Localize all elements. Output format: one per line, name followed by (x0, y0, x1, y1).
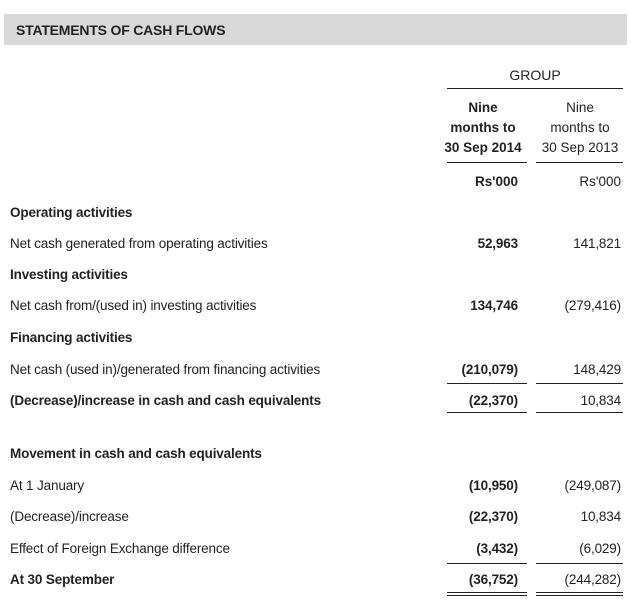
subtotal-rule-2014 (447, 383, 527, 384)
title-bar (4, 14, 627, 45)
total-rule-2014 (447, 412, 527, 413)
group-underline (447, 88, 623, 89)
double-rule-bottom-2013 (536, 595, 623, 596)
column-header-2013-line2: months to (550, 120, 610, 135)
total-rule-2013 (536, 412, 623, 413)
closing-rule-2013 (536, 563, 623, 564)
double-rule-top-2013 (536, 592, 623, 593)
row-value-financing-2014: (210,079) (461, 362, 518, 377)
subtotal-rule-2013 (536, 383, 623, 384)
unit-2013: Rs'000 (579, 174, 621, 189)
row-label-decrease-increase: (Decrease)/increase (10, 509, 129, 524)
row-value-fx-difference-2013: (6,029) (579, 541, 621, 556)
row-value-at-1-january-2014: (10,950) (468, 478, 518, 493)
section-heading-movement: Movement in cash and cash equivalents (10, 446, 262, 461)
column-header-2013-line3: 30 Sep 2013 (541, 140, 619, 155)
column-header-2014 (440, 98, 526, 158)
row-value-investing-2013: (279,416) (564, 298, 621, 313)
closing-rule-2014 (447, 563, 527, 564)
row-label-fx-difference: Effect of Foreign Exchange difference (10, 541, 230, 556)
page-title: STATEMENTS OF CASH FLOWS (16, 22, 226, 38)
double-rule-top-2014 (447, 592, 527, 593)
column-header-2014-line2: months to (450, 120, 516, 135)
column-header-2014-line3: 30 Sep 2014 (444, 140, 522, 155)
column-header-2014-line1: Nine (468, 100, 498, 115)
column-header-2013-line1: Nine (566, 100, 594, 115)
row-label-investing-net: Net cash from/(used in) investing activities (10, 298, 257, 313)
section-heading-financing: Financing activities (10, 330, 133, 345)
column-header-2014-underline (447, 162, 527, 163)
row-value-at-30-september-2014: (36,752) (468, 572, 518, 587)
section-heading-investing: Investing activities (10, 267, 128, 282)
row-value-operating-2014: 52,963 (477, 236, 518, 251)
row-value-at-30-september-2013: (244,282) (564, 572, 621, 587)
section-heading-operating: Operating activities (10, 205, 133, 220)
row-label-financing-net: Net cash (used in)/generated from financing activities (10, 362, 321, 377)
row-label-operating-net: Net cash generated from operating activities (10, 236, 268, 251)
unit-2014: Rs'000 (475, 174, 518, 189)
double-rule-bottom-2014 (447, 595, 527, 596)
row-value-financing-2013: 148,429 (573, 362, 621, 377)
group-label: GROUP (509, 67, 561, 83)
row-label-at-1-january: At 1 January (10, 478, 84, 493)
row-value-decrease-increase-2013: 10,834 (580, 509, 621, 524)
row-label-net-change: (Decrease)/increase in cash and cash equivalents (10, 393, 321, 408)
column-header-2013 (537, 98, 623, 158)
row-value-operating-2013: 141,821 (573, 236, 621, 251)
row-value-at-1-january-2013: (249,087) (564, 478, 621, 493)
row-value-fx-difference-2014: (3,432) (476, 541, 518, 556)
row-value-decrease-increase-2014: (22,370) (468, 509, 518, 524)
row-value-net-change-2014: (22,370) (468, 393, 518, 408)
row-label-at-30-september: At 30 September (10, 572, 115, 587)
row-value-investing-2014: 134,746 (470, 298, 518, 313)
column-header-2013-underline (536, 162, 623, 163)
row-value-net-change-2013: 10,834 (580, 393, 621, 408)
